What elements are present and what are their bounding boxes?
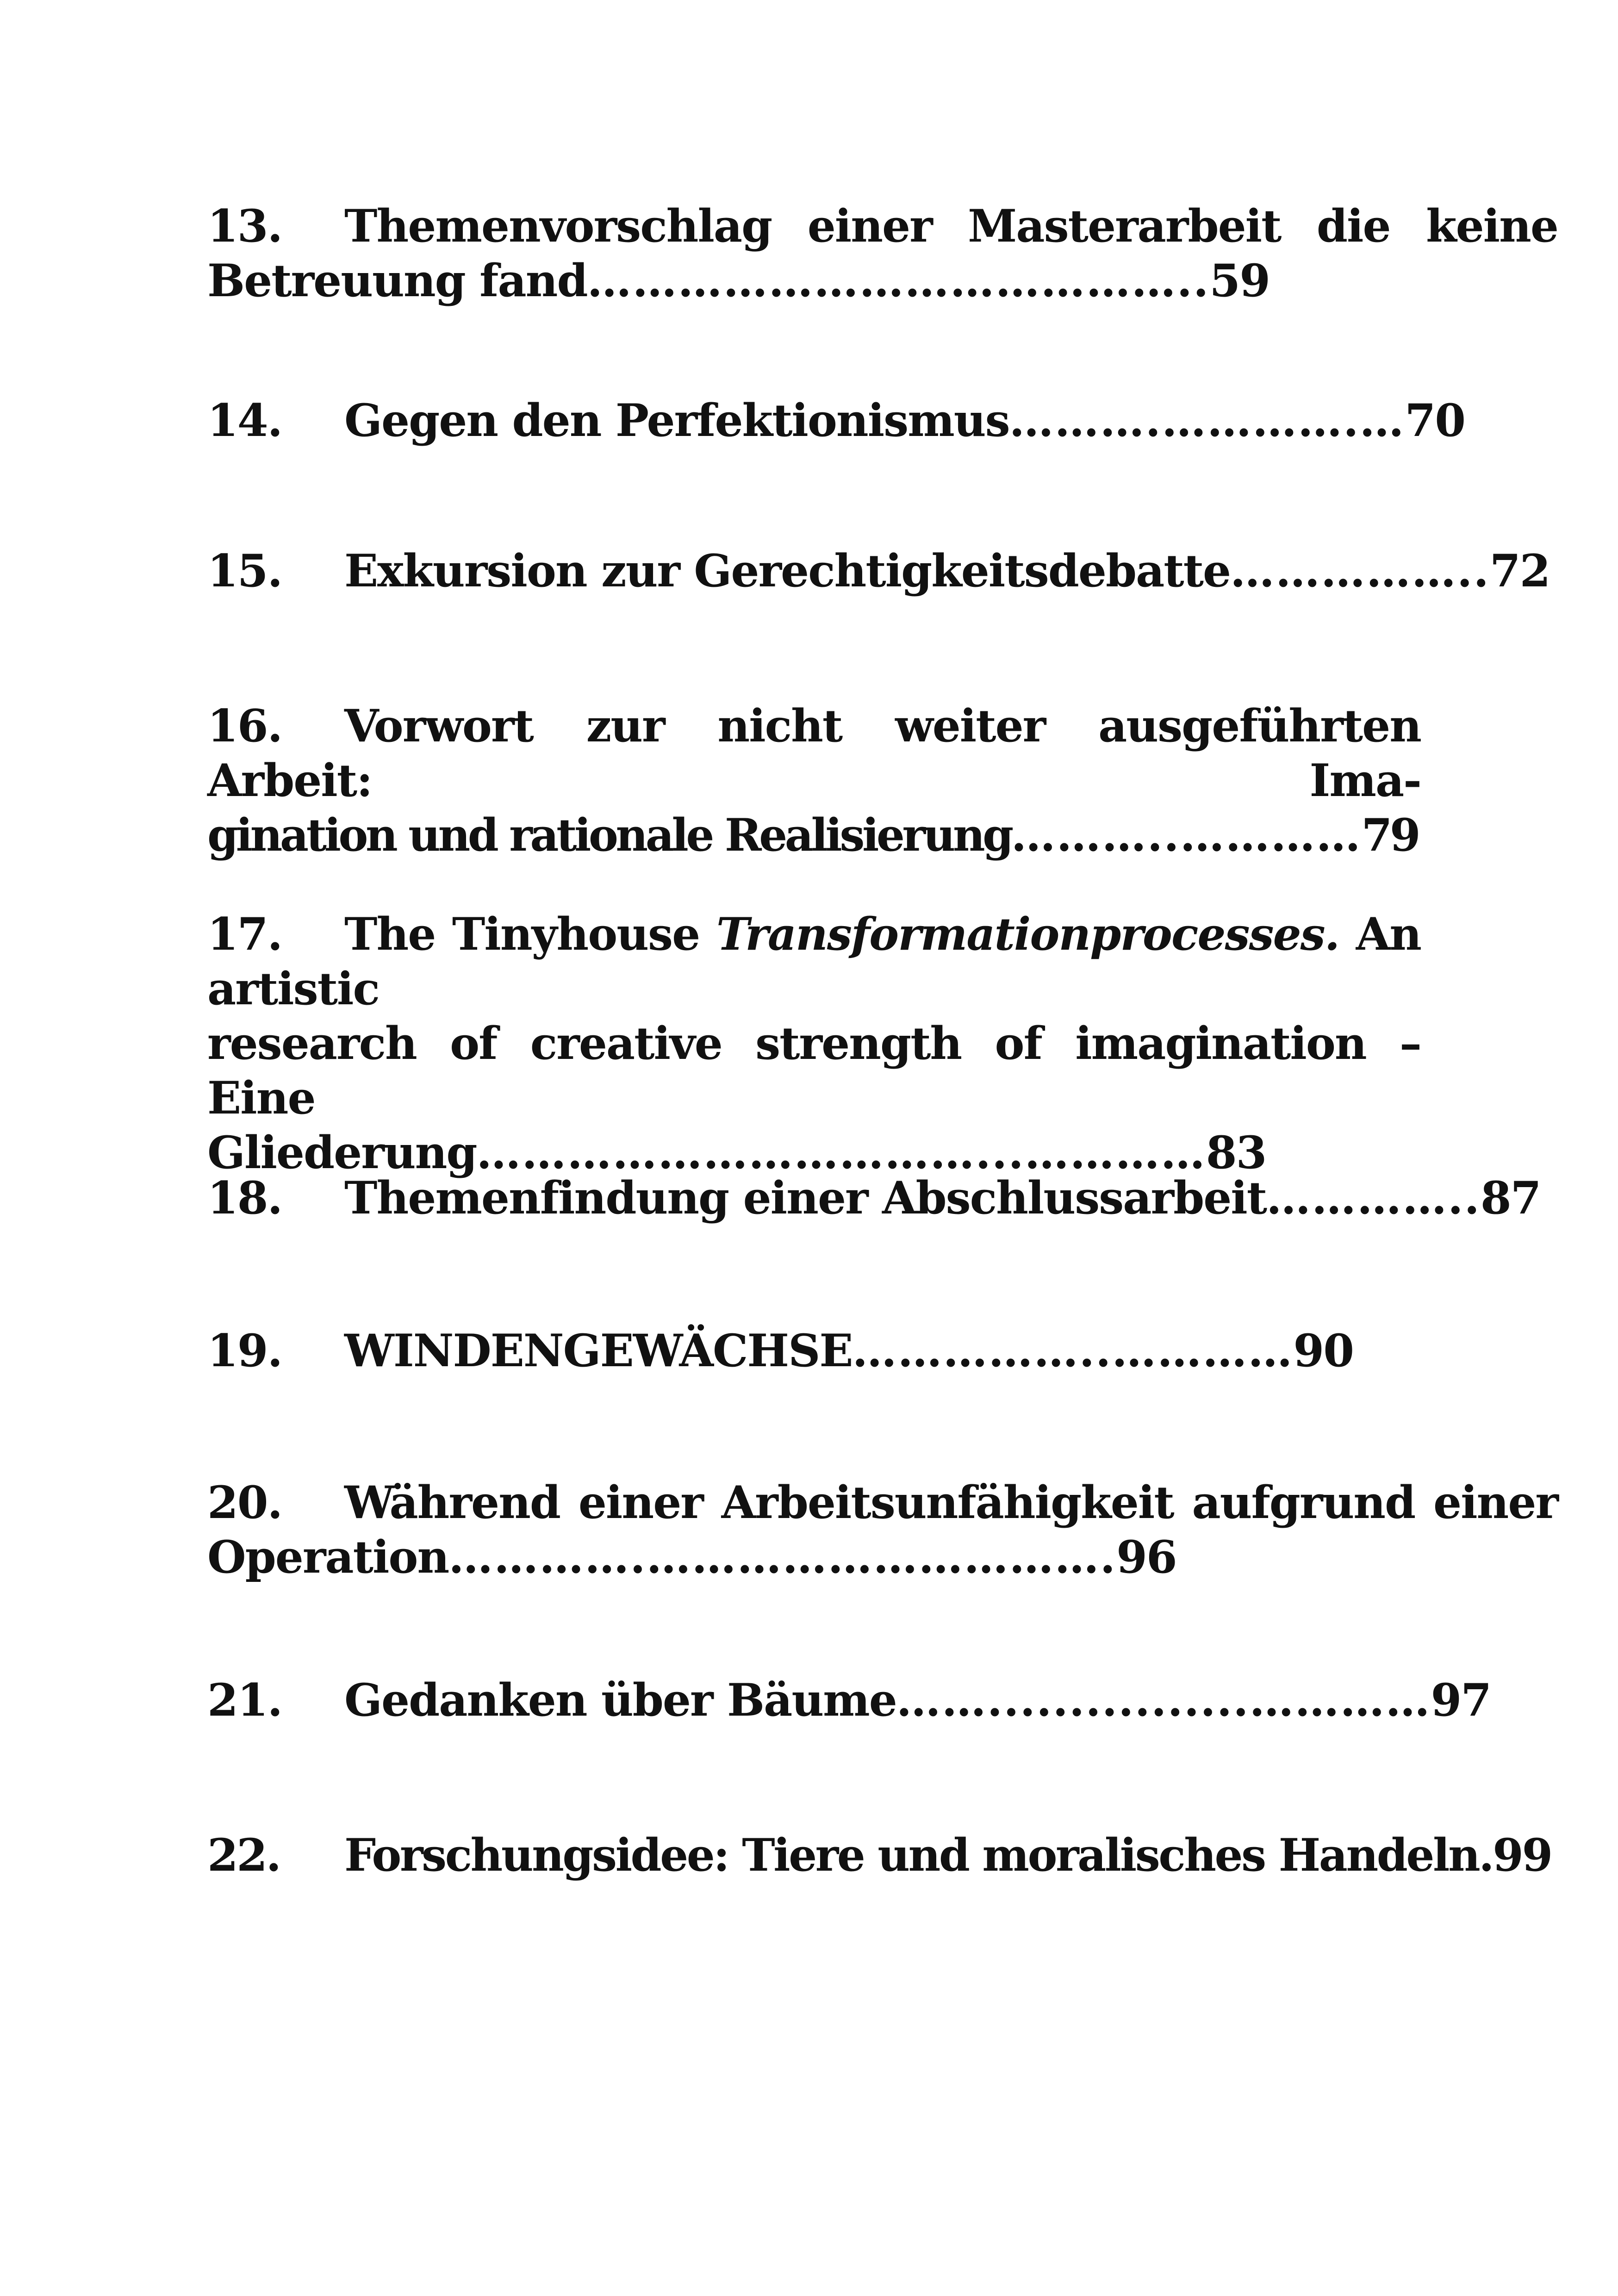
toc-entry-14[interactable] [207,393,1558,448]
toc-entry-title-italic: Transformationprocesses. [716,908,1339,960]
toc-entry-title: Themenvorschlag einer Masterarbeit die keine [344,200,1558,252]
toc-entry-title-end: Gliederung [207,1126,477,1179]
toc-entry-18[interactable] [207,1171,1558,1226]
toc-leader-dots: ……………………………...………… [476,1126,1206,1179]
toc-entry-number: 13. [207,200,282,252]
toc-leader-dots: ………….. [1266,1172,1481,1224]
toc-entry-17-line-1 [207,907,1421,1016]
toc-entry-title: Gedanken über Bäume [344,1674,896,1726]
toc-entry-number: 17. [207,908,282,960]
toc-entry-number: 14. [207,394,282,447]
toc-entry-19[interactable] [207,1324,1558,1378]
toc-entry-number: 15. [207,545,282,597]
toc-leader-dots: ……………..………… [852,1325,1294,1377]
toc-entry-title: Vorwort zur nicht weiter ausgeführten Arbeit: Ima- [207,700,1421,807]
toc-entry-number: 21. [207,1674,282,1726]
toc-entry-title: Während einer Arbeitsunfähigkeit aufgrund einer [344,1476,1558,1529]
toc-entry-title: Themenfindung einer Abschlussarbeit [344,1172,1267,1224]
toc-entry-16-line-1 [207,699,1421,808]
toc-entry-13[interactable] [207,199,1558,308]
toc-leader-dots: ………………………………….. [587,255,1210,307]
toc-entry-number: 19. [207,1325,282,1377]
toc-leader-dots: ……................………… [896,1674,1431,1726]
toc-entry-title: Gegen den Perfektionismus [344,394,1009,447]
toc-entry-13-line-1 [207,199,1558,254]
toc-entry-title-cont: research of creative strength of imagination – Eine [207,1017,1421,1124]
toc-entry-number: 18. [207,1172,282,1224]
toc-entry-18-line-1 [207,1171,1558,1226]
toc-page-number: 72 [1489,545,1550,597]
toc-entry-16[interactable] [207,699,1421,863]
toc-page-number: 99 [1493,1829,1551,1881]
toc-page-number: 97 [1431,1674,1491,1726]
toc-page-number: 96 [1116,1531,1176,1583]
toc-page-number: 59 [1209,255,1270,307]
toc-leader-dots: ………….…………………………. [448,1531,1117,1583]
toc-leader-dots: ……….………….… [1009,394,1405,447]
toc-entry-13-line-2 [207,254,1558,308]
toc-page-number: 87 [1480,1172,1541,1224]
toc-entry-number: 22. [207,1829,280,1881]
toc-entry-title: Exkursion zur Gerechtigkeitsdebatte [344,545,1231,597]
toc-entry-17-line-2 [207,1016,1421,1126]
toc-entry-title-end: Operation [207,1531,449,1583]
toc-entry-15-line-1 [207,544,1558,598]
toc-entry-20-line-2 [207,1530,1558,1585]
toc-leader-dots: …………….. [1230,545,1490,597]
toc-entry-title: Forschungsidee: Tiere und moralisches Handeln. [344,1829,1493,1881]
toc-page-number: 83 [1206,1126,1266,1179]
toc-entry-14-line-1 [207,393,1558,448]
toc-entry-number: 16. [207,700,282,752]
toc-entry-title-rest: An artistic [207,908,1421,1015]
toc-entry-19-line-1 [207,1324,1558,1378]
toc-page-number: 79 [1361,809,1419,861]
toc-entry-number: 20. [207,1476,282,1529]
toc-page-number: 90 [1293,1325,1353,1377]
toc-entry-title-end: Betreuung fand [207,255,587,307]
toc-entry-17[interactable] [207,907,1421,1180]
toc-entry-title: WINDENGEWÄCHSE [344,1325,853,1377]
toc-entry-21[interactable] [207,1673,1558,1728]
toc-entry-16-line-2 [207,808,1421,863]
toc-entry-22-line-1 [207,1828,1558,1883]
toc-leader-dots: ………..………… [1011,809,1362,861]
toc-page-number: 70 [1405,394,1465,447]
toc-entry-title-end: gination und rationale Realisierung [207,809,1011,861]
toc-entry-15[interactable] [207,544,1558,598]
toc-entry-20-line-1 [207,1475,1558,1530]
toc-entry-22[interactable] [207,1828,1558,1883]
toc-entry-title: The Tinyhouse [344,908,700,960]
toc-entry-20[interactable] [207,1475,1558,1585]
toc-entry-21-line-1 [207,1673,1558,1728]
